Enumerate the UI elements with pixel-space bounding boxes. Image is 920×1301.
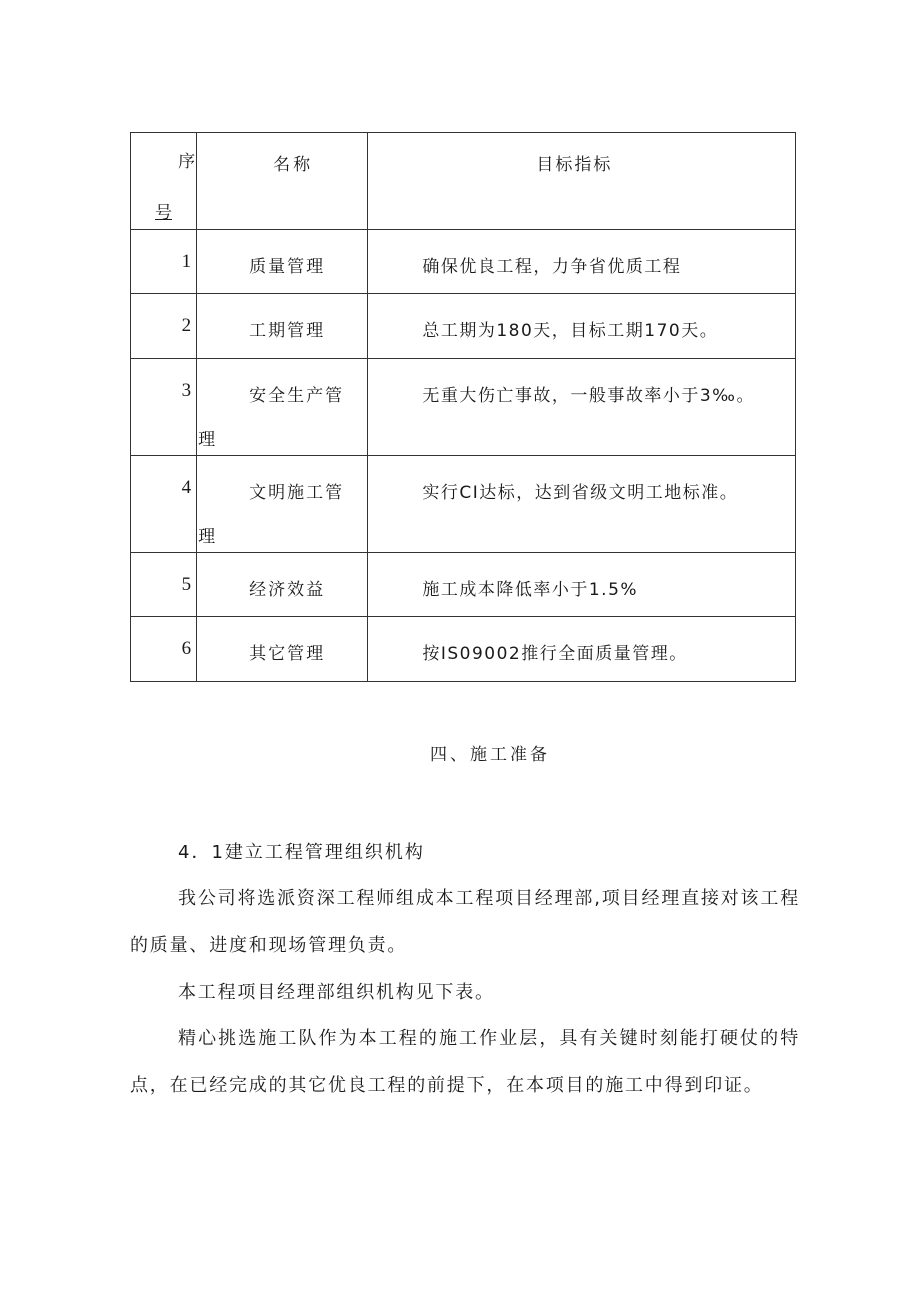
- header-no-top: 序: [178, 152, 196, 172]
- header-name-cell: [197, 133, 368, 230]
- row-name: 工期管理: [249, 321, 326, 341]
- table-row: [131, 230, 796, 294]
- row-no-cell: [131, 553, 197, 617]
- row-goal: 确保优良工程，力争省优质工程: [422, 257, 682, 277]
- row-name-cell: [197, 553, 368, 617]
- table-row: [131, 553, 796, 617]
- subsection-title: 4．1建立工程管理组织机构: [178, 842, 425, 863]
- row-no: 2: [181, 315, 192, 336]
- row-goal: 施工成本降低率小于1.5%: [422, 580, 639, 600]
- table-row: [131, 294, 796, 359]
- table-row: [131, 456, 796, 553]
- row-name-cell: [197, 230, 368, 294]
- row-name-cell: [197, 359, 368, 456]
- table-row: [131, 359, 796, 456]
- row-no-cell: [131, 230, 197, 294]
- header-name: 名称: [273, 155, 314, 175]
- row-no: 5: [181, 574, 192, 595]
- row-no: 1: [181, 251, 192, 272]
- paragraph: 我公司将选派资深工程师组成本工程项目经理部,项目经理直接对该工程的质量、进度和现场管理负责。: [130, 888, 800, 956]
- goal-table: [130, 132, 796, 682]
- row-no: 6: [181, 638, 192, 659]
- paragraph: 本工程项目经理部组织机构见下表。: [178, 982, 495, 1003]
- row-goal: 无重大伤亡事故，一般事故率小于3‰。: [422, 386, 755, 406]
- row-goal-cell: [368, 553, 796, 617]
- row-goal-cell: [368, 359, 796, 456]
- paragraph: 精心挑选施工队作为本工程的施工作业层，具有关键时刻能打硬仗的特点，在已经完成的其它优良工程的前提下，在本项目的施工中得到印证。: [130, 1028, 800, 1096]
- table-header-row: [131, 133, 796, 230]
- row-goal-cell: [368, 456, 796, 553]
- row-name-cell: [197, 617, 368, 682]
- row-no: 3: [181, 380, 192, 401]
- row-goal: 按IS09002推行全面质量管理。: [422, 644, 688, 664]
- row-name-wrap: 理: [198, 430, 216, 450]
- row-goal: 实行CI达标，达到省级文明工地标准。: [422, 483, 739, 503]
- row-name: 文明施工管: [249, 483, 345, 503]
- row-no-cell: [131, 456, 197, 553]
- row-no: 4: [181, 477, 192, 498]
- row-goal-cell: [368, 617, 796, 682]
- row-goal-cell: [368, 294, 796, 359]
- row-name-cell: [197, 456, 368, 553]
- row-name: 质量管理: [249, 257, 326, 277]
- row-no-cell: [131, 294, 197, 359]
- section-title: 四、施工准备: [430, 745, 550, 765]
- row-name: 安全生产管: [249, 386, 345, 406]
- row-name-wrap: 理: [198, 527, 216, 547]
- row-name-cell: [197, 294, 368, 359]
- header-goal-cell: [368, 133, 796, 230]
- row-name: 经济效益: [249, 580, 326, 600]
- table-row: [131, 617, 796, 682]
- header-goal: 目标指标: [536, 155, 613, 175]
- row-goal: 总工期为180天，目标工期170天。: [422, 321, 719, 341]
- row-name: 其它管理: [249, 644, 326, 664]
- header-no-bottom: 号: [155, 203, 172, 223]
- header-no-cell: [131, 133, 197, 230]
- row-no-cell: [131, 359, 197, 456]
- row-goal-cell: [368, 230, 796, 294]
- row-no-cell: [131, 617, 197, 682]
